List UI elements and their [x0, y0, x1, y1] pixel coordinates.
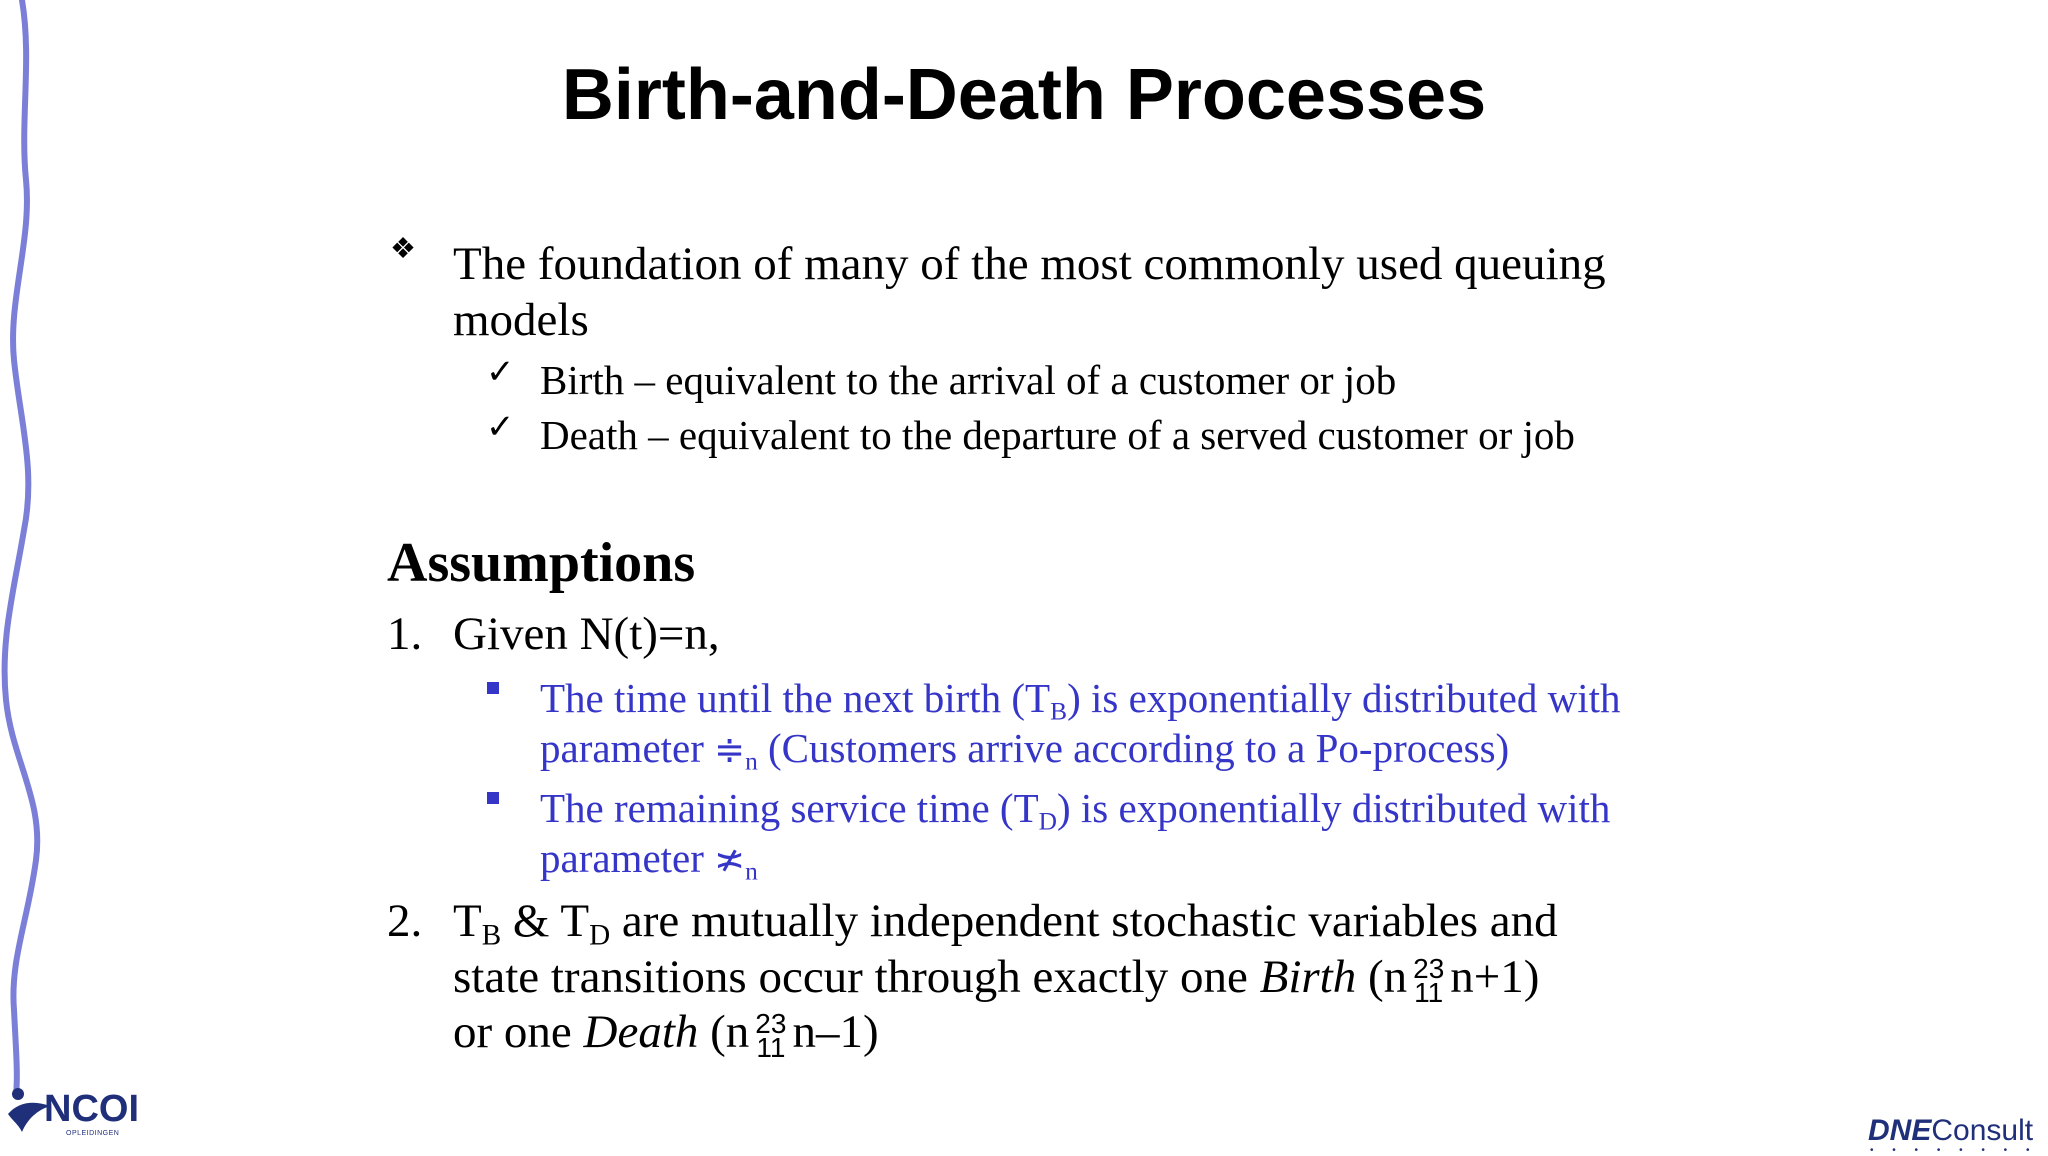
lambda-symbol: ≑: [714, 728, 746, 771]
item-number: 2.: [387, 895, 423, 947]
mu-symbol: ≭: [714, 838, 746, 881]
consult-logo-text: Consult: [1931, 1114, 2034, 1147]
ncoi-logo-text: NCOI: [44, 1088, 139, 1130]
checkmark-icon: ✓: [486, 354, 515, 391]
assumption-2-line-2: state transitions occur through exactly one Birth (n 23 11 n+1): [453, 951, 1540, 1009]
item-number: 1.: [387, 608, 423, 660]
assumptions-heading: Assumptions: [387, 532, 696, 594]
checkmark-icon: ✓: [486, 409, 515, 446]
square-bullet-icon: [487, 792, 499, 804]
dne-logo-text: DNE: [1868, 1114, 1932, 1147]
birth-time-line-2: parameter $≑_n$ (Customers arrive according to a Po-process): [540, 725, 1510, 776]
logo-dots: • • • • • • • •: [1870, 1145, 2038, 1156]
dne-consult-logo: [1868, 1114, 2046, 1156]
slide-title: Birth-and-Death Processes: [561, 55, 1487, 135]
assumption-2-line-1: $T_B$ & $T_D$ are mutually independent stochastic variables and: [453, 895, 1558, 952]
assumption-2-line-3: or one Death (n 23 11 n–1): [453, 1006, 879, 1064]
death-definition: Death – equivalent to the departure of a served customer or job: [540, 412, 1575, 458]
service-time-line-2: parameter $≭_n$: [540, 835, 758, 886]
ncoi-logo-subtext: OPLEIDINGEN: [66, 1130, 120, 1137]
intro-text: The foundation of many of the most commonly used queuing models: [453, 238, 1606, 346]
transition-arrow-glyph: 23 11: [1413, 953, 1445, 1009]
service-time-line-1: The remaining service time $(T_D)$ is exponentially distributed with: [540, 785, 1611, 836]
birth-definition: Birth – equivalent to the arrival of a customer or job: [540, 357, 1397, 403]
ncoi-logo: [4, 1080, 139, 1148]
birth-time-line-1: The time until the next birth $(T_B)$ is exponentially distributed with: [540, 675, 1621, 726]
four-diamond-bullet-icon: ❖: [390, 233, 416, 265]
assumption-1-text: Given N(t)=n,: [453, 608, 720, 660]
square-bullet-icon: [487, 682, 499, 694]
transition-arrow-glyph: 23 11: [755, 1008, 787, 1064]
decorative-wavy-line: [0, 0, 60, 1100]
